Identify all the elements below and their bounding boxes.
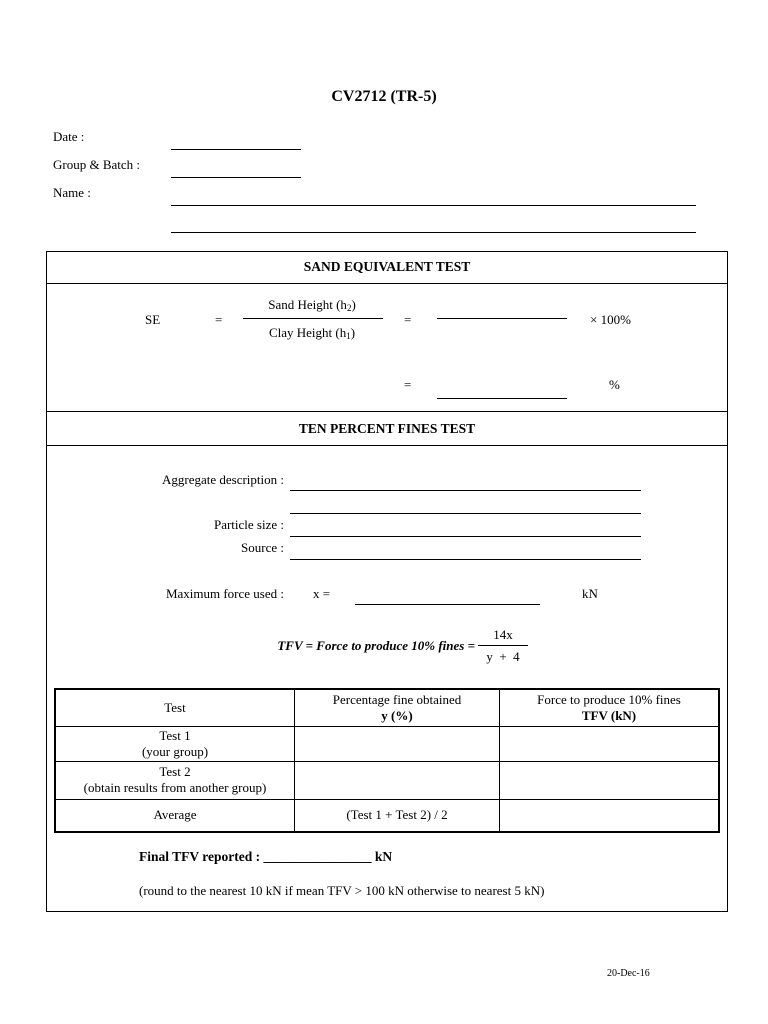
tfv-formula-numerator: 14x xyxy=(493,627,513,642)
se-ratio-field[interactable] xyxy=(437,318,567,319)
ten-percent-fines-title: TEN PERCENT FINES TEST xyxy=(298,421,476,436)
name-field-line-2[interactable] xyxy=(171,232,696,233)
table-header-row xyxy=(55,689,719,726)
table-row xyxy=(55,726,719,761)
percentage-cell[interactable] xyxy=(295,726,500,761)
se-numerator: Sand Height $(h_2)$ xyxy=(268,297,356,313)
fraction-bar xyxy=(478,645,528,646)
final-tfv-reported: Final TFV reported : ________________ kN xyxy=(139,849,393,864)
tfv-formula-denominator: y + 4 xyxy=(486,649,520,664)
max-force-field[interactable] xyxy=(355,604,540,605)
rounding-note: (round to the nearest 10 kN if mean TFV > 100 kN otherwise to nearest 5 kN) xyxy=(139,883,545,898)
percent-sign: % xyxy=(609,377,620,392)
particle-size-label: Particle size : xyxy=(213,517,284,532)
max-force-label: Maximum force used : xyxy=(165,586,284,601)
force-cell[interactable] xyxy=(500,799,720,832)
group-batch-field[interactable] xyxy=(171,177,301,178)
name-field-line-1[interactable] xyxy=(171,205,696,206)
se-result-field[interactable] xyxy=(437,398,567,399)
page-title: CV2712 (TR-5) xyxy=(331,88,437,105)
source-label: Source : xyxy=(241,540,284,555)
tfv-formula-label: TFV = Force to produce 10% fines = xyxy=(277,638,475,653)
fraction-bar xyxy=(243,318,383,319)
aggregate-description-label: Aggregate description : xyxy=(161,472,284,487)
times-100-percent: × 100% xyxy=(590,312,631,327)
results-table xyxy=(54,688,720,833)
se-label: SE xyxy=(145,312,161,327)
divider xyxy=(46,283,728,284)
kn-unit: kN xyxy=(582,586,598,601)
date-field[interactable] xyxy=(171,149,301,150)
se-denominator: Clay Height $(h_1)$ xyxy=(268,325,356,341)
header-test: Test xyxy=(55,689,295,726)
equals-sign: = xyxy=(215,312,223,327)
header-force: Force to produce 10% fines TFV (kN) xyxy=(500,689,720,726)
particle-size-field[interactable] xyxy=(290,536,641,537)
x-equals: x = xyxy=(313,586,331,601)
aggregate-description-field-2[interactable] xyxy=(290,513,641,514)
table-row xyxy=(55,799,719,832)
footer-date: 20-Dec-16 xyxy=(607,968,650,979)
force-cell[interactable] xyxy=(500,761,720,799)
aggregate-description-field[interactable] xyxy=(290,490,641,491)
percentage-cell[interactable] xyxy=(295,761,500,799)
equals-sign: = xyxy=(404,312,412,327)
test-cell: Test 2 (obtain results from another group) xyxy=(55,761,295,799)
table-row xyxy=(55,761,719,799)
test-cell: Average xyxy=(55,799,295,832)
percentage-cell[interactable]: (Test 1 + Test 2) / 2 xyxy=(295,799,500,832)
header-percentage: Percentage fine obtained y (%) xyxy=(295,689,500,726)
name-label: Name : xyxy=(53,185,91,200)
sand-equivalent-title: SAND EQUIVALENT TEST xyxy=(303,259,471,274)
test-cell: Test 1 (your group) xyxy=(55,726,295,761)
date-label: Date : xyxy=(53,129,85,144)
divider xyxy=(46,445,728,446)
divider xyxy=(46,411,728,412)
group-batch-label: Group & Batch : xyxy=(53,157,141,172)
equals-sign: = xyxy=(404,377,412,392)
force-cell[interactable] xyxy=(500,726,720,761)
source-field[interactable] xyxy=(290,559,641,560)
